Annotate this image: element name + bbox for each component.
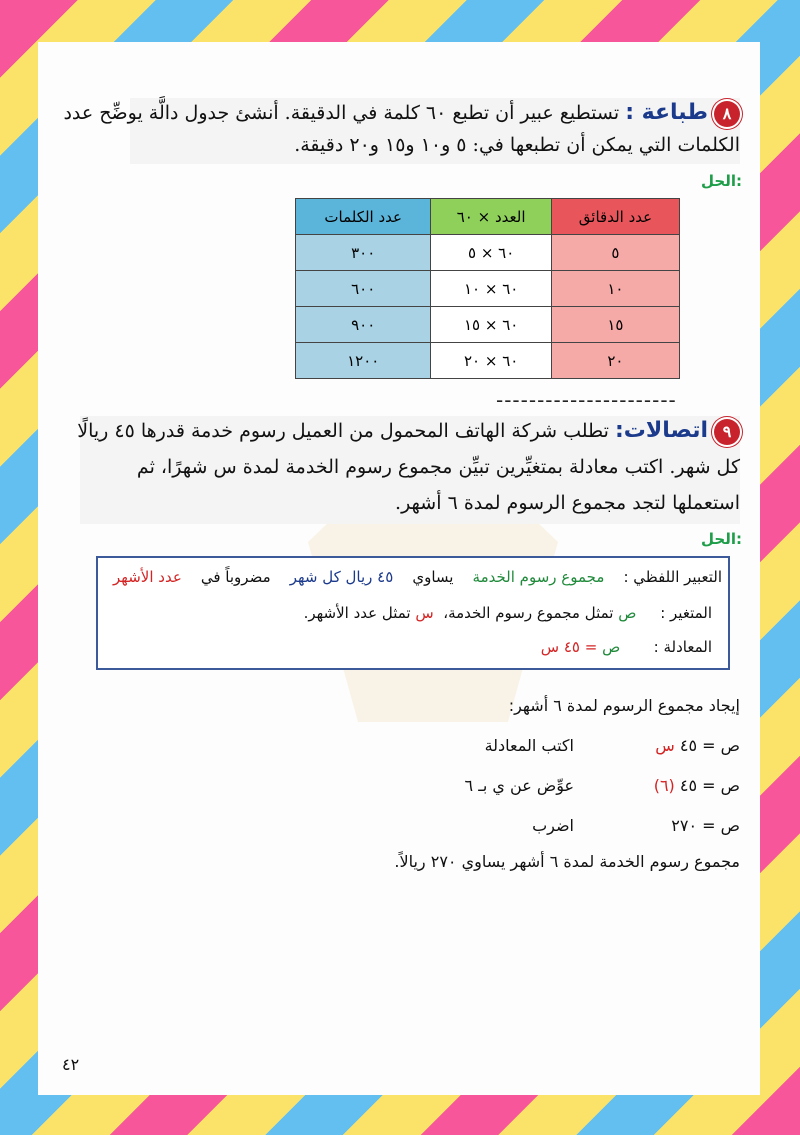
- function-table: [295, 198, 680, 379]
- table-row: [296, 271, 680, 307]
- verbal-label: التعبير اللفظي :: [623, 568, 722, 586]
- equation-row: [541, 638, 712, 656]
- problem-8: [63, 98, 740, 164]
- table-header-row: [296, 199, 680, 235]
- variable-y-meaning: تمثل مجموع رسوم الخدمة،: [443, 604, 614, 622]
- problem-9: [77, 416, 740, 524]
- cell-minutes: ٥: [551, 235, 679, 271]
- cell-rule: ٦٠ × ٢٠: [431, 343, 551, 379]
- equation-rhs: = ٤٥ س: [540, 638, 598, 656]
- problem-number-badge: ٩: [714, 419, 740, 445]
- cell-rule: ٦٠ × ٥: [431, 235, 551, 271]
- step-variable: (٦): [653, 776, 675, 795]
- equation-label: المعادلة :: [653, 638, 712, 656]
- equation-lhs: ص: [602, 638, 621, 656]
- cell-words: ٦٠٠: [296, 271, 431, 307]
- calc-step-2-lhs: [654, 776, 740, 795]
- verbal-equals: يساوي: [412, 568, 454, 586]
- verbal-total-fees: مجموع رسوم الخدمة: [472, 568, 605, 586]
- variable-x-meaning: تمثل عدد الأشهر.: [303, 604, 411, 622]
- problem-9-line-1: [77, 418, 740, 445]
- cell-words: ٣٠٠: [296, 235, 431, 271]
- finding-heading: إيجاد مجموع الرسوم لمدة ٦ أشهر:: [508, 696, 740, 715]
- problem-number-badge: ٨: [714, 101, 740, 127]
- variable-x: س: [415, 604, 434, 622]
- variable-row: [304, 604, 712, 622]
- problem-8-line-1: [63, 100, 740, 127]
- cell-minutes: ١٠: [551, 271, 679, 307]
- conclusion: مجموع رسوم الخدمة لمدة ٦ أشهر يساوي ٢٧٠ ريالاً.: [394, 852, 740, 871]
- calc-step-3-note: اضرب: [532, 816, 574, 835]
- verbal-rate: ٤٥ ريال كل شهر: [289, 568, 394, 586]
- problem-title: طباعة :: [625, 100, 708, 125]
- step-equation: ص = ٤٥: [679, 736, 740, 755]
- cell-minutes: ١٥: [551, 307, 679, 343]
- solution-label: الحل:: [701, 530, 742, 548]
- variable-y: ص: [618, 604, 637, 622]
- calc-step-3-lhs: ص = ٢٧٠: [671, 816, 740, 835]
- solution-label: الحل:: [701, 172, 742, 190]
- cell-rule: ٦٠ × ١٠: [431, 271, 551, 307]
- cell-rule: ٦٠ × ١٥: [431, 307, 551, 343]
- problem-9-line-3: استعملها لتجد مجموع الرسوم لمدة ٦ أشهر.: [395, 492, 740, 514]
- table-row: [296, 343, 680, 379]
- variable-label: المتغير :: [660, 604, 712, 622]
- verbal-months: عدد الأشهر: [113, 568, 182, 586]
- equation-box: [96, 556, 730, 670]
- calc-step-1-lhs: [655, 736, 740, 755]
- cell-words: ١٢٠٠: [296, 343, 431, 379]
- problem-8-line-2: الكلمات التي يمكن أن تطبعها في: ٥ و١٠ و١٥ و٢٠ دقيقة.: [294, 134, 740, 156]
- calc-step-2-note: عوِّض عن ي بـ ٦: [464, 776, 574, 795]
- cell-minutes: ٢٠: [551, 343, 679, 379]
- header-minutes: عدد الدقائق: [551, 199, 679, 235]
- verbal-times: مضروباً في: [200, 568, 271, 586]
- cell-words: ٩٠٠: [296, 307, 431, 343]
- step-equation: ص = ٤٥: [679, 776, 740, 795]
- table-row: [296, 235, 680, 271]
- step-variable: س: [655, 736, 675, 755]
- header-rule: العدد × ٦٠: [431, 199, 551, 235]
- problem-title: اتصالات:: [614, 418, 708, 443]
- header-words: عدد الكلمات: [296, 199, 431, 235]
- calc-step-1-note: اكتب المعادلة: [484, 736, 574, 755]
- table-row: [296, 307, 680, 343]
- problem-9-line-2: كل شهر. اكتب معادلة بمتغيِّرين تبيِّن مجموع رسوم الخدمة لمدة س شهرًا، ثم: [136, 456, 740, 478]
- problem-text: تستطيع عبير أن تطبع ٦٠ كلمة في الدقيقة. أنشئ جدول دالَّة يوضِّح عدد: [63, 102, 620, 124]
- verbal-expression-row: [113, 568, 722, 586]
- page-number: ٤٢: [62, 1055, 80, 1074]
- separator-line: ----------------------: [496, 388, 677, 412]
- problem-text: تطلب شركة الهاتف المحمول من العميل رسوم خدمة قدرها ٤٥ ريالًا: [77, 420, 609, 442]
